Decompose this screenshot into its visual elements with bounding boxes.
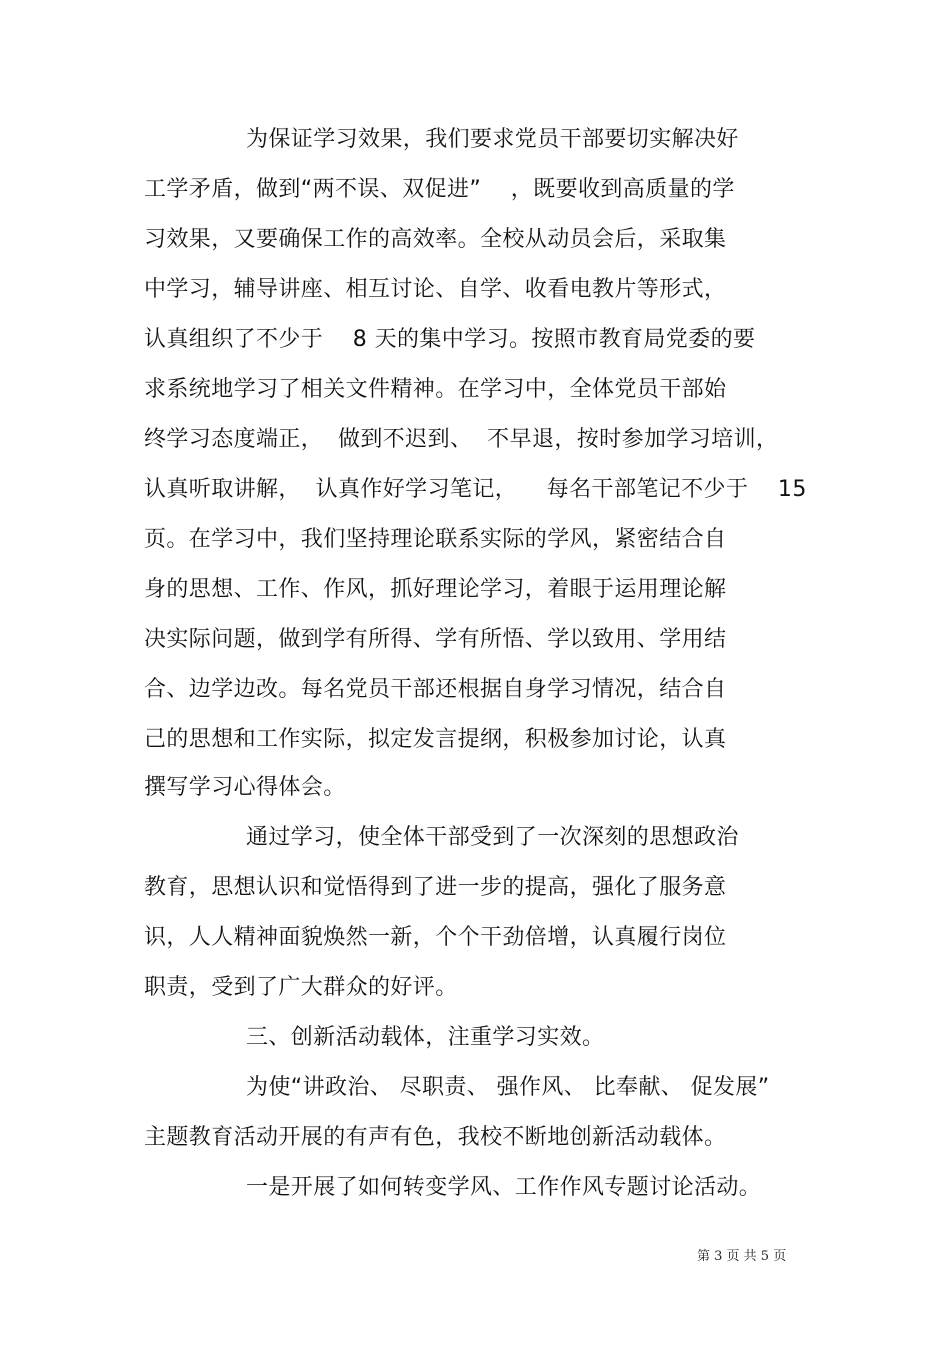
paragraph-line: 中学习，辅导讲座、相互讨论、自学、收看电教片等形式，: [144, 277, 727, 302]
paragraph-line: 己的思想和工作实际，拟定发言提纲，积极参加讨论，认真: [144, 727, 727, 752]
paragraph-line: 认真组织了不少于 8 天的集中学习。按照市教育局党委的要: [144, 327, 756, 352]
paragraph-line: 主题教育活动开展的有声有色，我校不断地创新活动载体。: [144, 1125, 727, 1150]
paragraph-line: 工学矛盾，做到“两不误、双促进” ，既要收到高质量的学: [144, 177, 735, 202]
paragraph-line: 识，人人精神面貌焕然一新，个个干劲倍增，认真履行岗位: [144, 925, 727, 950]
paragraph-line: 通过学习，使全体干部受到了一次深刻的思想政治: [246, 825, 739, 850]
paragraph-line: 认真听取讲解， 认真作好学习笔记， 每名干部笔记不少于 15: [144, 477, 807, 502]
paragraph-line: 教育，思想认识和觉悟得到了进一步的提高，强化了服务意: [144, 875, 727, 900]
paragraph-line: 撰写学习心得体会。: [144, 775, 346, 800]
paragraph-line: 身的思想、工作、作风，抓好理论学习，着眼于运用理论解: [144, 577, 727, 602]
paragraph-line: 为保证学习效果，我们要求党员干部要切实解决好: [246, 127, 739, 152]
page-number-footer: 第 3 页 共 5 页: [697, 1249, 787, 1264]
paragraph-line: 求系统地学习了相关文件精神。在学习中，全体党员干部始: [144, 377, 727, 402]
paragraph-line: 习效果，又要确保工作的高效率。全校从动员会后，采取集: [144, 227, 727, 252]
paragraph-line: 职责，受到了广大群众的好评。: [144, 975, 458, 1000]
paragraph-line: 为使“讲政治、 尽职责、 强作风、 比奉献、 促发展”: [246, 1075, 770, 1100]
paragraph-line: 终学习态度端正， 做到不迟到、 不早退，按时参加学习培训，: [144, 427, 779, 452]
paragraph-line: 合、边学边改。每名党员干部还根据自身学习情况，结合自: [144, 677, 727, 702]
paragraph-line: 页。在学习中，我们坚持理论联系实际的学风，紧密结合自: [144, 527, 727, 552]
paragraph-line: 决实际问题，做到学有所得、学有所悟、学以致用、学用结: [144, 627, 727, 652]
section-heading: 三、创新活动载体，注重学习实效。: [246, 1025, 605, 1050]
paragraph-line: 一是开展了如何转变学风、工作作风专题讨论活动。: [246, 1175, 762, 1200]
